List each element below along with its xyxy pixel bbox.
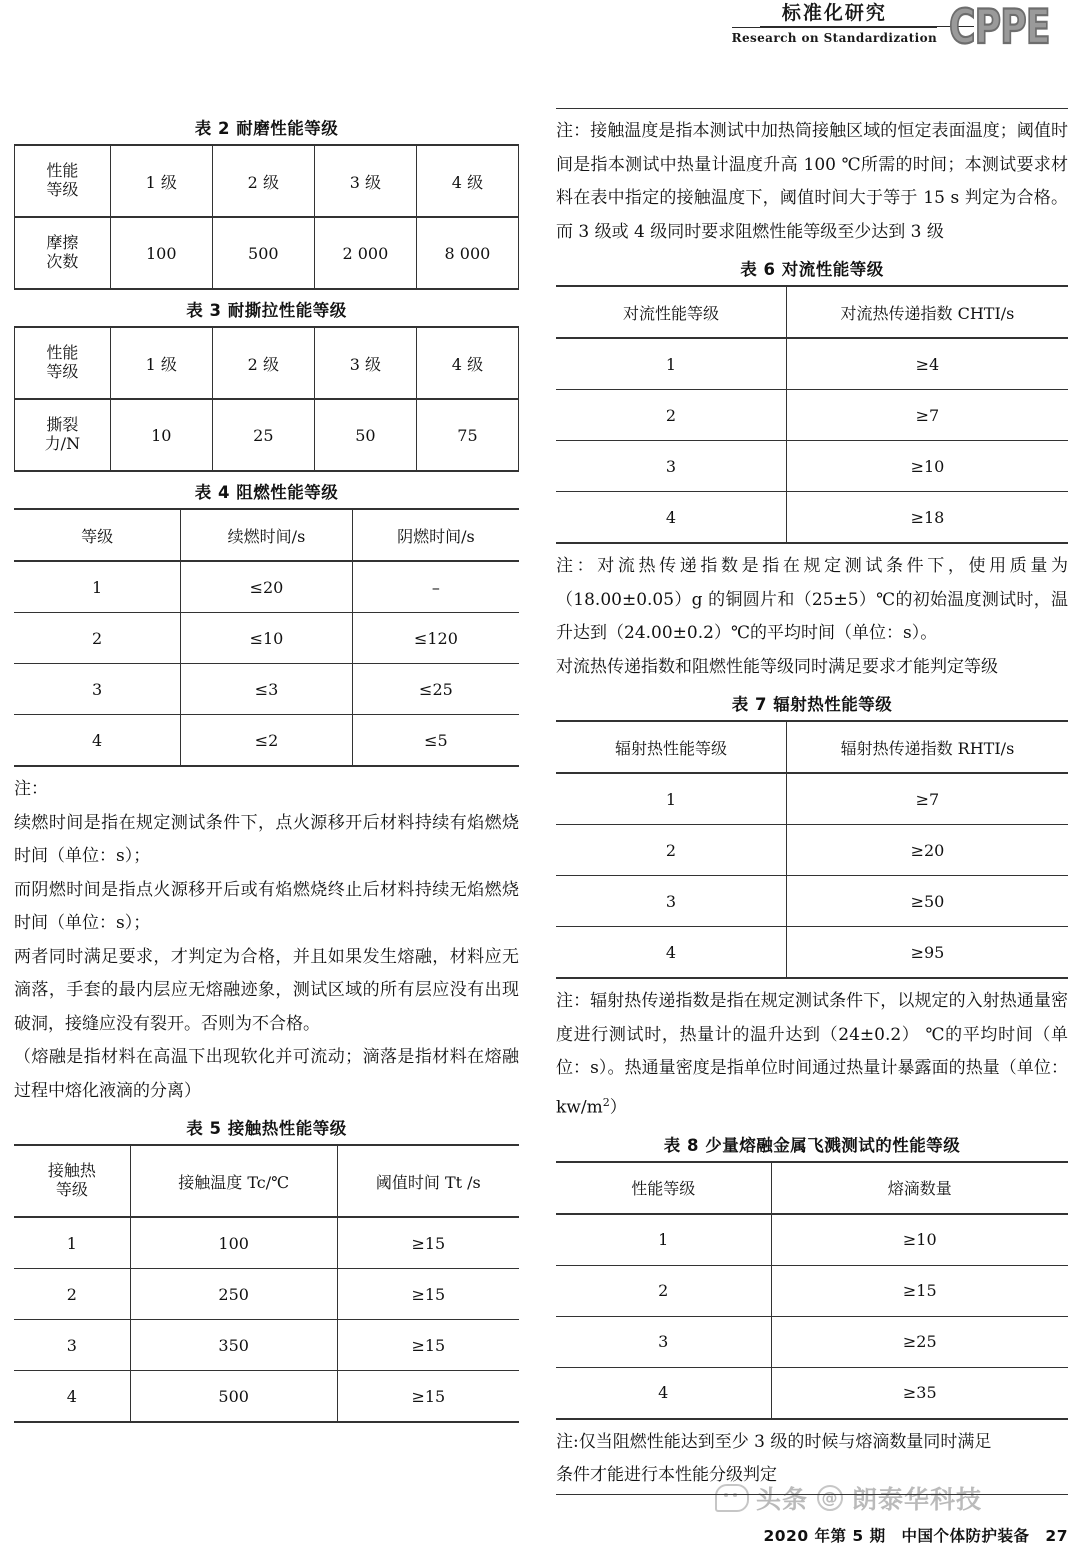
table4-r1-afterflame: ≤20 [181, 561, 353, 613]
table2-value-3: 2 000 [314, 217, 416, 289]
header-title-en: Research on Standardization [731, 31, 938, 45]
table7-note-text [556, 985, 1068, 1125]
table3-caption: 表 3 耐撕拉性能等级 [186, 301, 347, 320]
table5-r3-threshold: ≥15 [337, 1320, 519, 1371]
table5-header-grade-line1: 接触热 [47, 1161, 96, 1181]
table-row [14, 1371, 519, 1423]
table-row [556, 1162, 1068, 1214]
table-row [14, 1269, 519, 1320]
table7-note-main: 注：辐射热传递指数是指在规定测试条件下，以规定的入射热通量密度进行测试时，热量计的温升达到（24±0.2） ℃的平均时间（单位：s）。热通量密度是指单位时间通过热量计暴露面的热量（单位：kw/m [556, 991, 1068, 1118]
table-row [556, 492, 1068, 544]
table2-grade-2: 2 级 [212, 145, 314, 217]
table2-rowlabel-friction [15, 217, 111, 289]
table5-r1-temperature: 100 [130, 1217, 337, 1269]
header-inner [731, 0, 1072, 55]
table3-rowlabel-grade [15, 327, 111, 399]
table8-r4-grade: 4 [556, 1367, 771, 1419]
table3-grade-4: 4 级 [416, 327, 518, 399]
table8-r1-droplets: ≥10 [771, 1214, 1068, 1266]
table5-header-temperature: 接触温度 Tc/℃ [130, 1145, 337, 1217]
table7-note-superscript: 2 [602, 1095, 610, 1109]
footer-journal: 中国个体防护装备 [901, 1527, 1030, 1545]
table6-caption: 表 6 对流性能等级 [740, 260, 884, 279]
table4-r4-afterglow: ≤5 [352, 715, 519, 767]
table4-header-afterglow: 阴燃时间/s [352, 509, 519, 561]
watermark-prefix: 头条 [756, 1485, 809, 1514]
table5-r1-grade: 1 [14, 1217, 130, 1269]
footer-divider-line [556, 1494, 1068, 1495]
table-row [556, 927, 1068, 979]
table6-r4-grade: 4 [556, 492, 786, 544]
table2-rowlabel-grade-line1: 性能 [46, 161, 79, 181]
table6-r2-chti: ≥7 [786, 390, 1068, 441]
table4-r2-afterglow: ≤120 [352, 613, 519, 664]
table8-r3-grade: 3 [556, 1316, 771, 1367]
table3-grade-2: 2 级 [212, 327, 314, 399]
table-row [556, 773, 1068, 825]
table4-r3-afterflame: ≤3 [181, 664, 353, 715]
table2-rowlabel-friction-line1: 摩擦 [46, 233, 79, 253]
table-row [15, 399, 519, 471]
table8-header-droplets: 熔滴数量 [771, 1162, 1068, 1214]
table5-r2-grade: 2 [14, 1269, 130, 1320]
table4-note-p1: 续燃时间是指在规定测试条件下，点火源移开后材料持续有焰燃烧时间（单位：s）； [14, 812, 519, 866]
table5-r3-grade: 3 [14, 1320, 130, 1371]
table4-r4-afterflame: ≤2 [181, 715, 353, 767]
table-row [14, 715, 519, 767]
footer-page-number: 27 [1045, 1527, 1068, 1545]
table3-rowlabel-tearforce-line1: 撕裂 [46, 415, 79, 435]
table-row [14, 1320, 519, 1371]
table-row [15, 327, 519, 399]
table8-note-p2: 条件才能进行本性能分级判定 [556, 1465, 777, 1486]
table3-value-3: 50 [314, 399, 416, 471]
table2-value-1: 100 [110, 217, 212, 289]
table5-contact-heat [14, 1144, 519, 1423]
table6-header-chti: 对流热传递指数 CHTI/s [786, 286, 1068, 338]
table-row [14, 509, 519, 561]
right-column [556, 108, 1068, 1493]
table2-rowlabel-grade [15, 145, 111, 217]
table8-r2-grade: 2 [556, 1265, 771, 1316]
table5-note-top-rule [556, 108, 1068, 109]
table7-r1-rhti: ≥7 [786, 773, 1068, 825]
table-row [556, 825, 1068, 876]
table6-r1-chti: ≥4 [786, 338, 1068, 390]
table5-header-grade-line2: 等级 [55, 1180, 88, 1199]
table5-r2-temperature: 250 [130, 1269, 337, 1320]
table8-r2-droplets: ≥15 [771, 1265, 1068, 1316]
page-header [0, 0, 1080, 62]
table7-header-grade: 辐射热性能等级 [556, 721, 786, 773]
table8-r1-grade: 1 [556, 1214, 771, 1266]
table8-molten-metal-splash [556, 1161, 1068, 1420]
page-footer [556, 1524, 1068, 1546]
table7-r2-rhti: ≥20 [786, 825, 1068, 876]
table5-note-text: 注：接触温度是指本测试中加热筒接触区域的恒定表面温度；阈值时间是指本测试中热量计温度升高 100 ℃所需的时间；本测试要求材料在表中指定的接触温度下，阈值时间大于等于 15 s 判定为合格。而 3 级或 4 级同时要求阻燃性能等级至少达到 3 级 [556, 121, 1068, 242]
table-row [556, 1265, 1068, 1316]
table-row [15, 217, 519, 289]
table7-r2-grade: 2 [556, 825, 786, 876]
table8-note-p1: 注:仅当阻燃性能达到至少 3 级的时候与熔滴数量同时满足 [556, 1431, 992, 1452]
table3-grade-3: 3 级 [314, 327, 416, 399]
table4-caption: 表 4 阻燃性能等级 [194, 483, 339, 502]
table2-wear-resistance [14, 144, 519, 290]
table5-r4-grade: 4 [14, 1371, 130, 1423]
table3-value-4: 75 [416, 399, 518, 471]
table3-rowlabel-grade-line2: 等级 [46, 362, 79, 381]
table6-note-p2: 对流热传递指数和阻燃性能等级同时满足要求才能判定等级 [556, 656, 998, 677]
table3-value-1: 10 [110, 399, 212, 471]
header-title-rule [732, 27, 938, 28]
footer-issue: 2020 年第 5 期 [763, 1527, 886, 1545]
table3-grade-1: 1 级 [110, 327, 212, 399]
header-title-cn: 标准化研究 [781, 2, 887, 24]
table2-grade-1: 1 级 [110, 145, 212, 217]
table-row [14, 613, 519, 664]
table7-note [556, 985, 1068, 1125]
table4-note-p3: 两者同时满足要求，才判定为合格，并且如果发生熔融，材料应无滴落，手套的最内层应无熔融迹象，测试区域的所有层应没有出现破洞，接缝应没有裂开。否则为不合格。 [14, 946, 519, 1034]
table-row [556, 286, 1068, 338]
table4-header-grade: 等级 [14, 509, 181, 561]
table5-header-threshold-time: 阈值时间 Tt /s [337, 1145, 519, 1217]
at-sign-icon: @ [817, 1485, 843, 1511]
table6-r4-chti: ≥18 [786, 492, 1068, 544]
table-row [556, 390, 1068, 441]
table4-r1-grade: 1 [14, 561, 181, 613]
table5-r2-threshold: ≥15 [337, 1269, 519, 1320]
table6-r1-grade: 1 [556, 338, 786, 390]
table7-r4-rhti: ≥95 [786, 927, 1068, 979]
table4-r1-afterglow: – [352, 561, 519, 613]
table4-r3-grade: 3 [14, 664, 181, 715]
table8-note [556, 1426, 1068, 1493]
left-column [14, 108, 519, 1423]
table4-note-p2: 而阴燃时间是指点火源移开后或有焰燃烧终止后材料持续无焰燃烧时间（单位：s）； [14, 879, 519, 933]
table3-rowlabel-tearforce-line2: 力/N [44, 434, 81, 453]
table-row [556, 1316, 1068, 1367]
table6-note [556, 550, 1068, 684]
table4-note [14, 773, 519, 1108]
table5-r1-threshold: ≥15 [337, 1217, 519, 1269]
table-row [14, 664, 519, 715]
table2-grade-3: 3 级 [314, 145, 416, 217]
table7-caption: 表 7 辐射热性能等级 [731, 695, 893, 714]
table7-header-rhti: 辐射热传递指数 RHTI/s [786, 721, 1068, 773]
table2-grade-4: 4 级 [416, 145, 518, 217]
table2-rowlabel-friction-line2: 次数 [46, 252, 79, 271]
table7-r1-grade: 1 [556, 773, 786, 825]
table4-note-p4: （熔融是指材料在高温下出现软化并可流动；滴落是指材料在熔融过程中熔化液滴的分离） [14, 1047, 519, 1101]
table5-header-grade [14, 1145, 130, 1217]
table2-value-2: 500 [212, 217, 314, 289]
table5-r3-temperature: 350 [130, 1320, 337, 1371]
table5-caption: 表 5 接触热性能等级 [186, 1119, 347, 1138]
table4-r2-grade: 2 [14, 613, 181, 664]
table6-convective-heat [556, 285, 1068, 544]
table-row [15, 145, 519, 217]
table4-note-label: 注： [14, 779, 48, 799]
table-row [14, 1145, 519, 1217]
table6-note-p1: 注：对流热传递指数是指在规定测试条件下，使用质量为（18.00±0.05）g 的铜圆片和（25±5）℃的初始温度测试时，温升达到（24.00±0.2）℃的平均时间（单位：s）。 [556, 556, 1068, 643]
table-row [14, 561, 519, 613]
table5-r4-temperature: 500 [130, 1371, 337, 1423]
cppe-logo: CPPE [949, 0, 1050, 55]
table3-rowlabel-tearforce [15, 399, 111, 471]
table2-caption: 表 2 耐磨性能等级 [194, 119, 339, 138]
table-row [556, 1214, 1068, 1266]
table4-header-afterflame: 续燃时间/s [181, 509, 353, 561]
table7-r3-rhti: ≥50 [786, 876, 1068, 927]
table3-rowlabel-grade-line1: 性能 [46, 343, 79, 363]
table6-r2-grade: 2 [556, 390, 786, 441]
table4-r2-afterflame: ≤10 [181, 613, 353, 664]
table7-r4-grade: 4 [556, 927, 786, 979]
table7-note-tail: ） [609, 1097, 627, 1118]
table4-r3-afterglow: ≤25 [352, 664, 519, 715]
table6-r3-chti: ≥10 [786, 441, 1068, 492]
table8-header-grade: 性能等级 [556, 1162, 771, 1214]
table8-caption: 表 8 少量熔融金属飞溅测试的性能等级 [663, 1135, 961, 1155]
table4-r4-grade: 4 [14, 715, 181, 767]
table8-r3-droplets: ≥25 [771, 1316, 1068, 1367]
header-titles [732, 2, 950, 45]
table2-rowlabel-grade-line2: 等级 [46, 180, 79, 199]
table4-flame-retardancy [14, 508, 519, 767]
table-row [556, 1367, 1068, 1419]
table-row [556, 338, 1068, 390]
table6-header-grade: 对流性能等级 [556, 286, 786, 338]
table3-tear-resistance [14, 326, 519, 472]
table-row [556, 721, 1068, 773]
watermark-name: 朗泰华科技 [852, 1485, 983, 1514]
table8-r4-droplets: ≥35 [771, 1367, 1068, 1419]
table7-radiant-heat [556, 720, 1068, 979]
table3-value-2: 25 [212, 399, 314, 471]
table6-r3-grade: 3 [556, 441, 786, 492]
table-row [556, 876, 1068, 927]
table7-r3-grade: 3 [556, 876, 786, 927]
table2-value-4: 8 000 [416, 217, 518, 289]
table5-r4-threshold: ≥15 [337, 1371, 519, 1423]
table-row [556, 441, 1068, 492]
table5-note [556, 115, 1068, 249]
table-row [14, 1217, 519, 1269]
